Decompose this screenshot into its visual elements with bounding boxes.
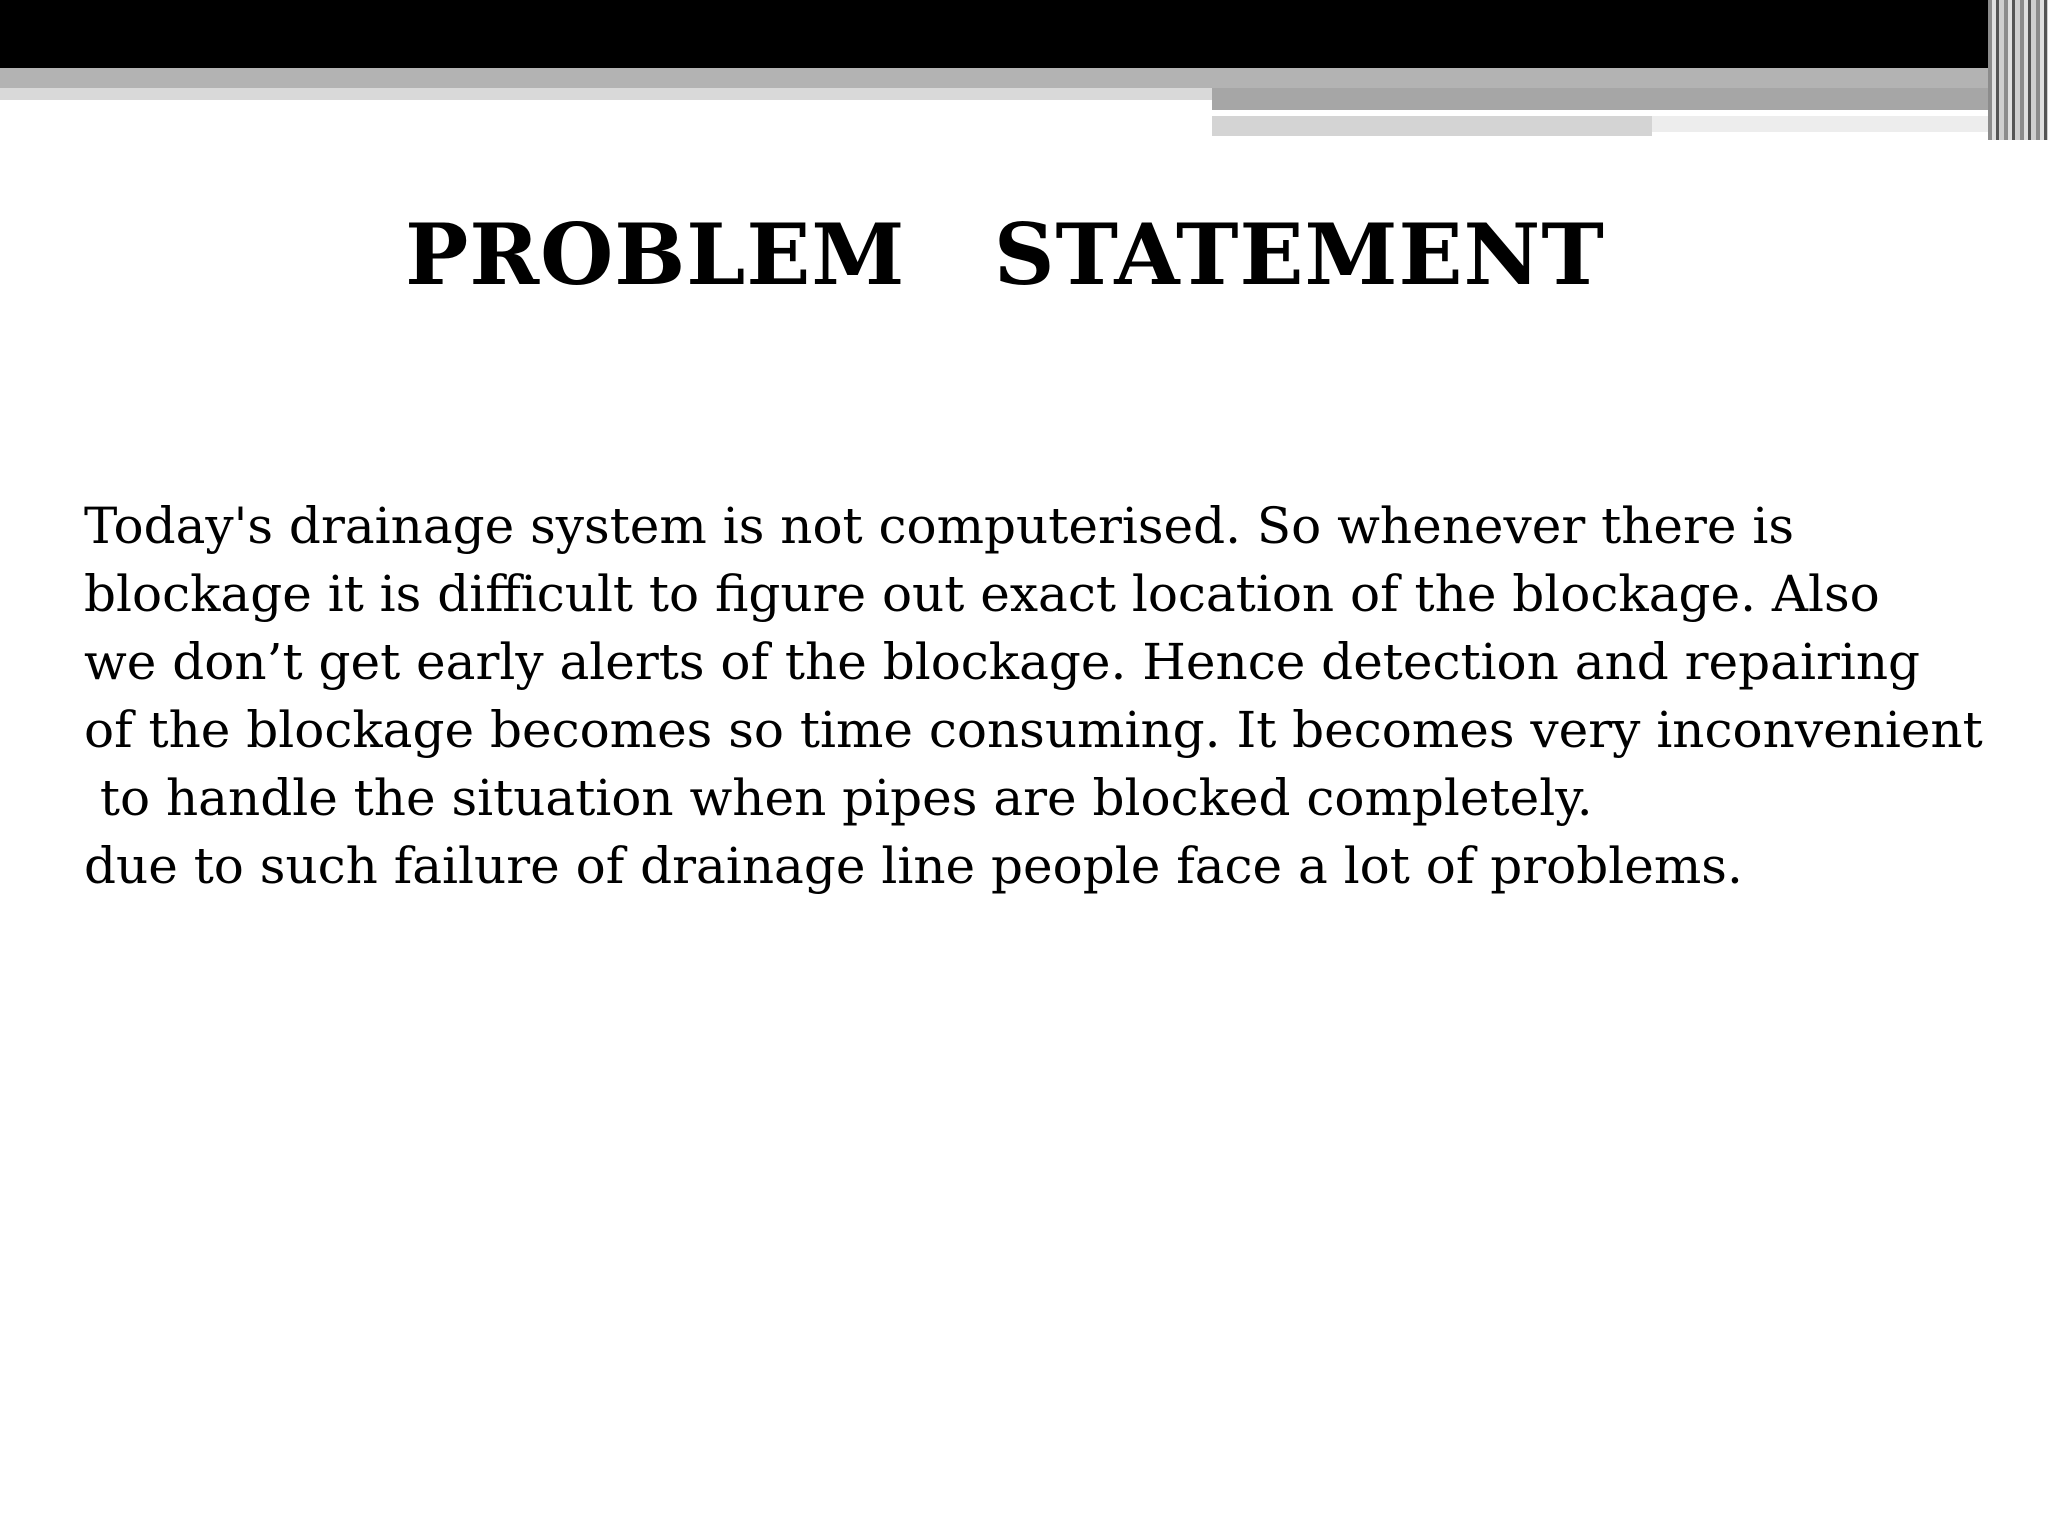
header-lower-gray-bar — [1212, 116, 1652, 136]
body-line: of the blockage becomes so time consuming. It becomes very inconvenient — [84, 701, 1983, 759]
header-gray-bar — [0, 68, 2048, 88]
body-line: due to such failure of drainage line people face a lot of problems. — [84, 837, 1743, 895]
body-line: to handle the situation when pipes are blocked completely. — [84, 769, 1593, 827]
header-edge-stripes — [1988, 0, 2048, 140]
body-line: we don’t get early alerts of the blockage. Hence detection and repairing — [84, 633, 1921, 691]
header-light-gray-bar — [0, 88, 1212, 100]
header-lower-light-bar — [1652, 116, 2012, 132]
slide-body — [84, 492, 2014, 900]
body-line: blockage it is difficult to figure out exact location of the blockage. Also — [84, 565, 1880, 623]
header-black-bar — [0, 0, 2048, 68]
slide-title: PROBLEM STATEMENT — [405, 205, 1605, 304]
body-line: Today's drainage system is not computerised. So whenever there is — [84, 497, 1795, 555]
header-gray-step-bar — [1212, 88, 2048, 110]
